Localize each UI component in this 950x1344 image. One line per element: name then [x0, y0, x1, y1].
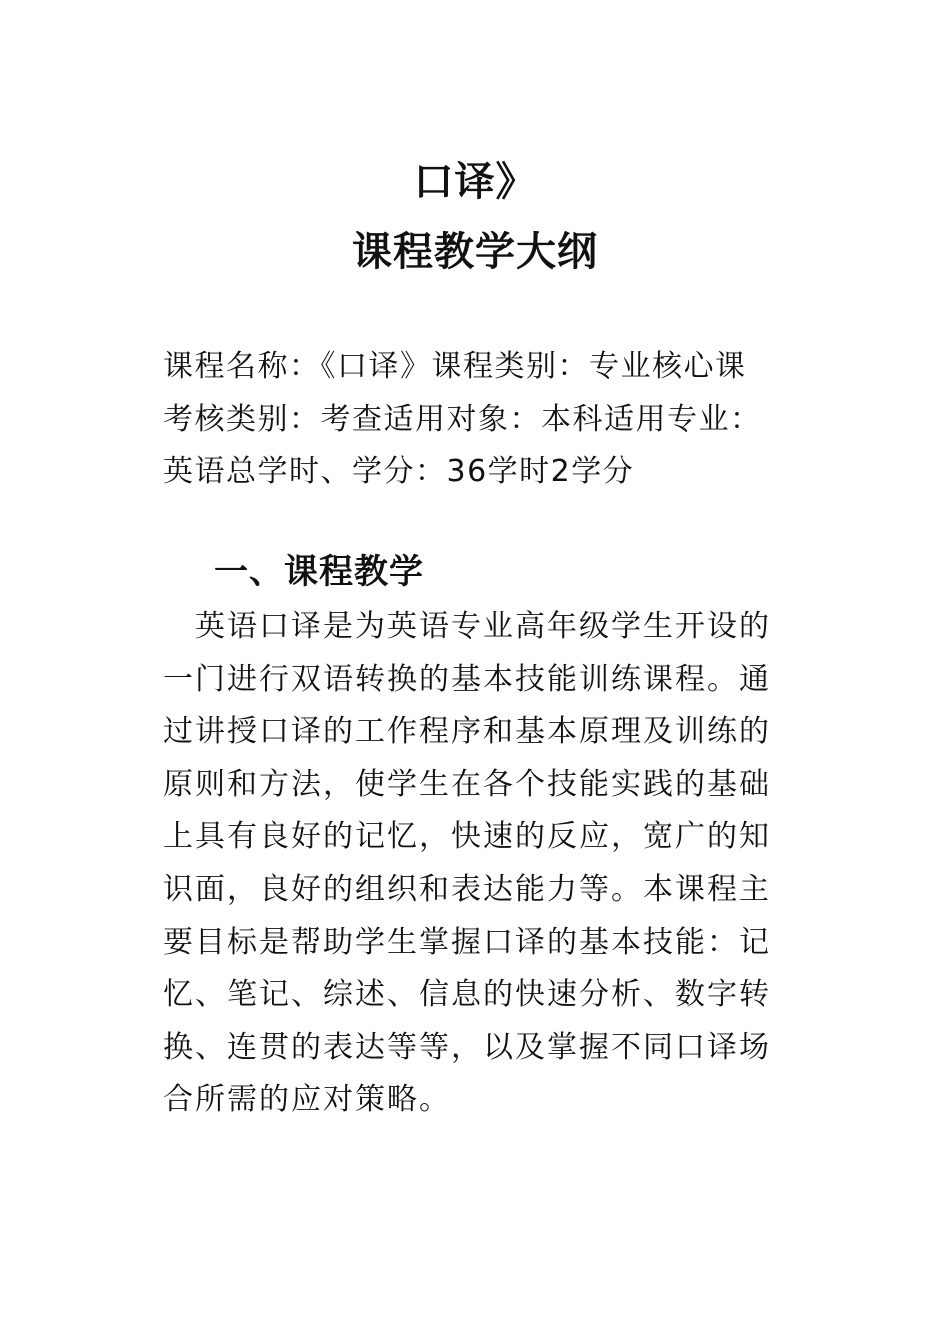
paragraph-line: 合所需的应对策略。 — [163, 1082, 451, 1118]
paragraph-line: 原则和方法，使学生在各个技能实践的基础 — [163, 766, 771, 802]
paragraph-line: 识面，良好的组织和表达能力等。本课程主 — [163, 871, 771, 907]
paragraph-line: 英语口译是为英语专业高年级学生开设的 — [163, 609, 771, 644]
section-heading: 一、课程教学 — [214, 552, 424, 592]
paragraph-line: 忆、笔记、综述、信息的快速分析、数字转 — [163, 977, 771, 1013]
paragraph-line: 上具有良好的记忆，快速的反应，宽广的知 — [163, 819, 771, 855]
paragraph-line: 一门进行双语转换的基本技能训练课程。通 — [163, 661, 771, 697]
document-title-line2: 课程教学大纲 — [352, 229, 598, 275]
section-body-paragraph — [163, 601, 803, 1127]
document-title-line1: 口译》 — [413, 159, 537, 205]
course-info-line: 英语总学时、学分：36学时2学分 — [163, 454, 635, 490]
course-info-line: 考核类别：考查适用对象：本科适用专业： — [163, 401, 762, 437]
course-info-line: 课程名称：《口译》课程类别：专业核心课 — [163, 349, 747, 384]
course-info-block — [163, 341, 803, 499]
paragraph-line: 换、连贯的表达等等，以及掌握不同口译场 — [163, 1029, 771, 1065]
paragraph-line: 过讲授口译的工作程序和基本原理及训练的 — [163, 714, 771, 750]
paragraph-line: 要目标是帮助学生掌握口译的基本技能：记 — [163, 924, 771, 960]
